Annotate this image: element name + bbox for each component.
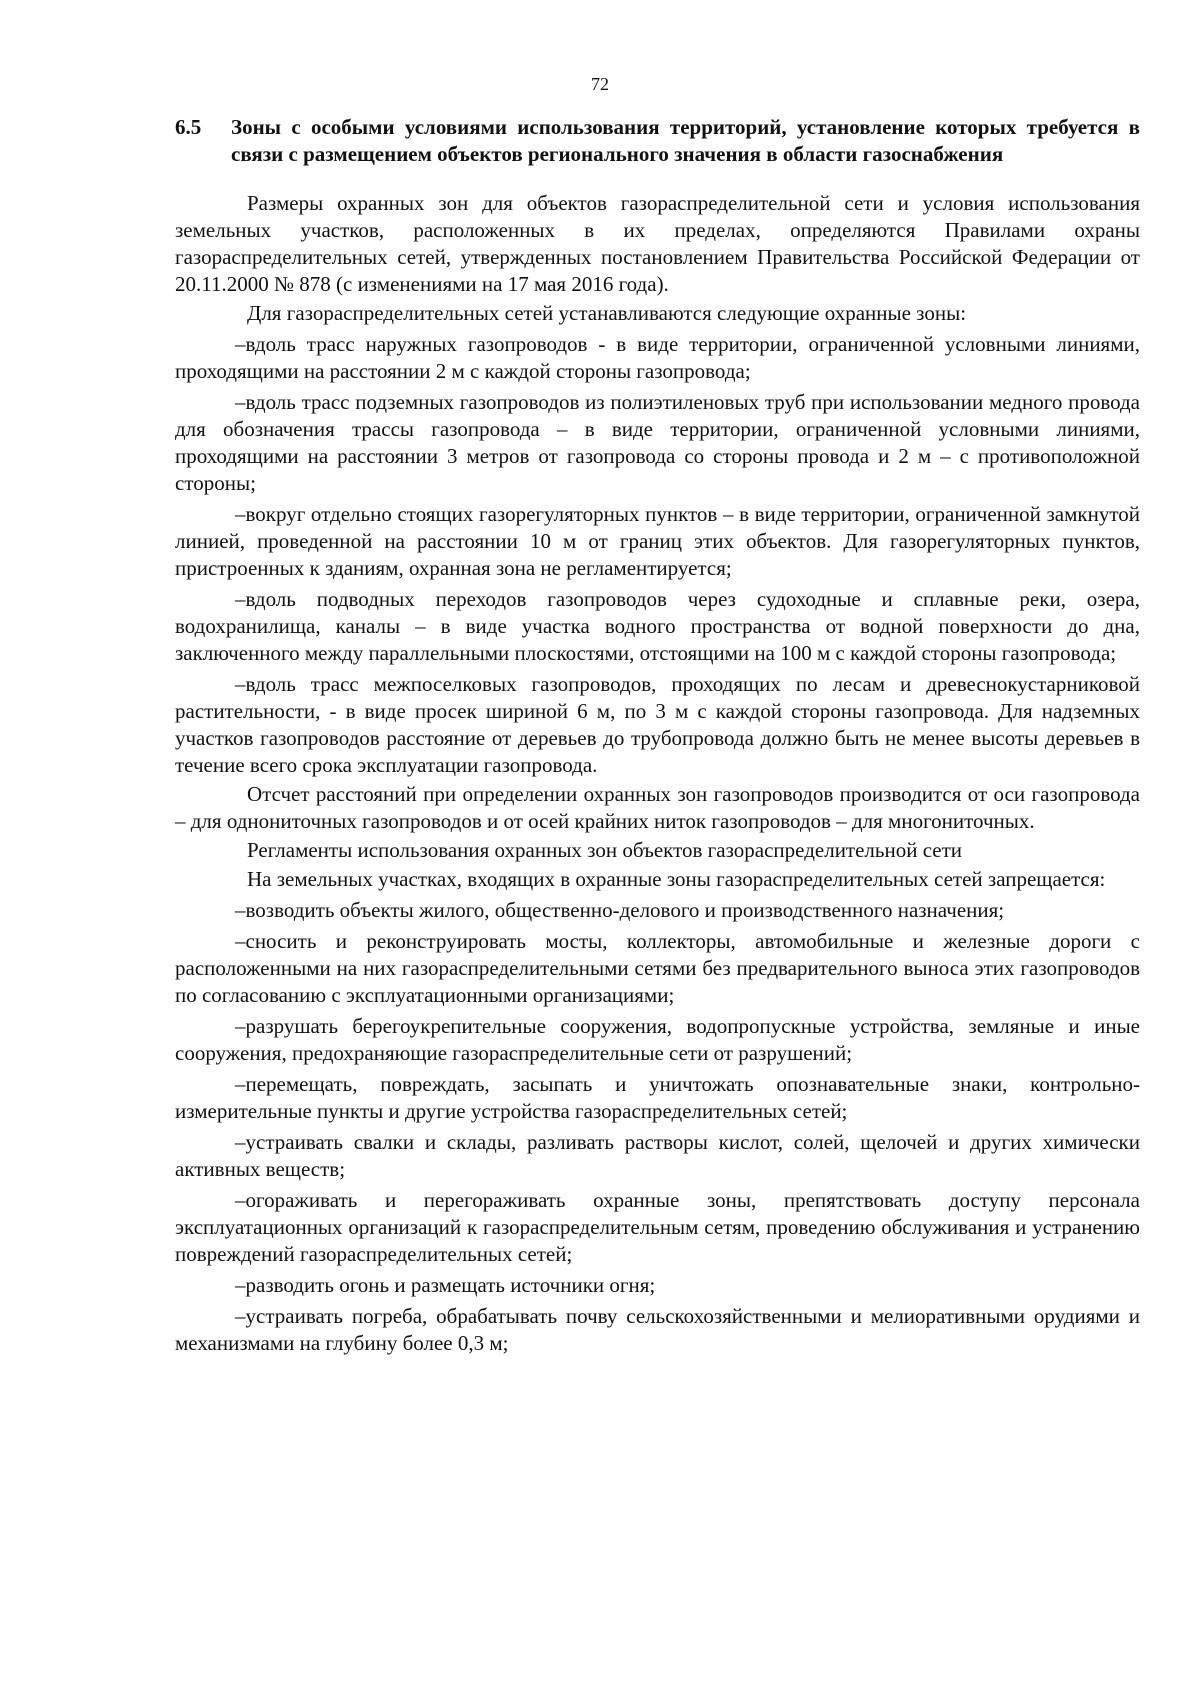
list-item-regulator-points: –вокруг отдельно стоящих газорегуляторных пунктов – в виде территории, ограниченной замкнутой линией, проведенной на расстоянии 10 м от границ этих объектов. Для газорегуляторных пунктов, пристроенных к зданиям, охранная зона не регламентируется; [175,502,1140,580]
list-item-prohibition-bank-structures: –разрушать берегоукрепительные сооружения, водопропускные устройства, земляные и иные сооружения, предохраняющие газораспределительные сети от разрушений; [175,1014,1140,1065]
paragraph-distance-measurement: Отсчет расстояний при определении охранных зон газопроводов производится от оси газопровода – для однониточных газопроводов и от осей крайних ниток газопроводов – для многониточных. [175,782,1140,833]
list-item-intersettlement-pipelines: –вдоль трасс межпоселковых газопроводов, проходящих по лесам и древеснокустарниковой растительности, - в виде просек шириной 6 м, по 3 м с каждой стороны газопровода. Для надземных участков газопроводов расстояние от деревьев до трубопровода должно быть не менее высоты деревьев в течение всего срока эксплуатации газопровода. [175,672,1140,777]
page-content [175,114,1140,1359]
list-item-prohibition-construction: –возводить объекты жилого, общественно-делового и производственного назначения; [235,898,1005,922]
paragraph-zones-lead: Для газораспределительных сетей устанавливаются следующие охранные зоны: [247,301,967,325]
section-heading [175,114,1140,168]
list-item-external-pipelines: –вдоль трасс наружных газопроводов - в виде территории, ограниченной условными линиями, проходящими на расстоянии 2 м с каждой стороны газопровода; [175,332,1140,383]
section-title: Зоны с особыми условиями использования территорий, установление которых требуется в связи с размещением объектов регионального значения в области газоснабжения [231,115,1140,166]
paragraph-intro: Размеры охранных зон для объектов газораспределительной сети и условия использования земельных участков, расположенных в их пределах, определяются Правилами охраны газораспределительных сетей, утвержденных постановлением Правительства Российской Федерации от 20.11.2000 № 878 (с изменениями на 17 мая 2016 года). [175,191,1140,296]
page-number: 72 [591,74,609,94]
list-item-prohibition-dumps: –устраивать свалки и склады, разливать растворы кислот, солей, щелочей и других химически активных веществ; [175,1130,1140,1181]
list-item-underground-pipelines: –вдоль трасс подземных газопроводов из полиэтиленовых труб при использовании медного провода для обозначения трассы газопровода – в виде территории, ограниченной условными линиями, проходящими на расстоянии 3 метров от газопровода со стороны провода и 2 м – с противоположной стороны; [175,390,1140,495]
list-item-prohibition-fencing: –огораживать и перегораживать охранные зоны, препятствовать доступу персонала эксплуатационных организаций к газораспределительным сетям, проведению обслуживания и устранению повреждений газораспределительных сетей; [175,1188,1140,1266]
list-item-prohibition-markers: –перемещать, повреждать, засыпать и уничтожать опознавательные знаки, контрольно-измерительные пункты и другие устройства газораспределительных сетей; [175,1072,1140,1123]
list-item-prohibition-fire: –разводить огонь и размещать источники огня; [235,1273,656,1297]
paragraph-regulations-heading: Регламенты использования охранных зон объектов газораспределительной сети [247,838,963,862]
list-item-prohibition-demolition: –сносить и реконструировать мосты, коллекторы, автомобильные и железные дороги с расположенными на них газораспределительными сетями без предварительного выноса этих газопроводов по согласованию с эксплуатационными организациями; [175,929,1140,1007]
section-number: 6.5 [175,115,202,139]
list-item-underwater-crossings: –вдоль подводных переходов газопроводов через судоходные и сплавные реки, озера, водохранилища, каналы – в виде участка водного пространства от водной поверхности до дна, заключенного между параллельными плоскостями, отстоящими на 100 м с каждой стороны газопровода; [175,587,1140,665]
paragraph-prohibitions-lead: На земельных участках, входящих в охранные зоны газораспределительных сетей запрещается: [247,867,1106,891]
list-item-prohibition-cellars: –устраивать погреба, обрабатывать почву сельскохозяйственными и мелиоративными орудиями и механизмами на глубину более 0,3 м; [175,1304,1140,1355]
